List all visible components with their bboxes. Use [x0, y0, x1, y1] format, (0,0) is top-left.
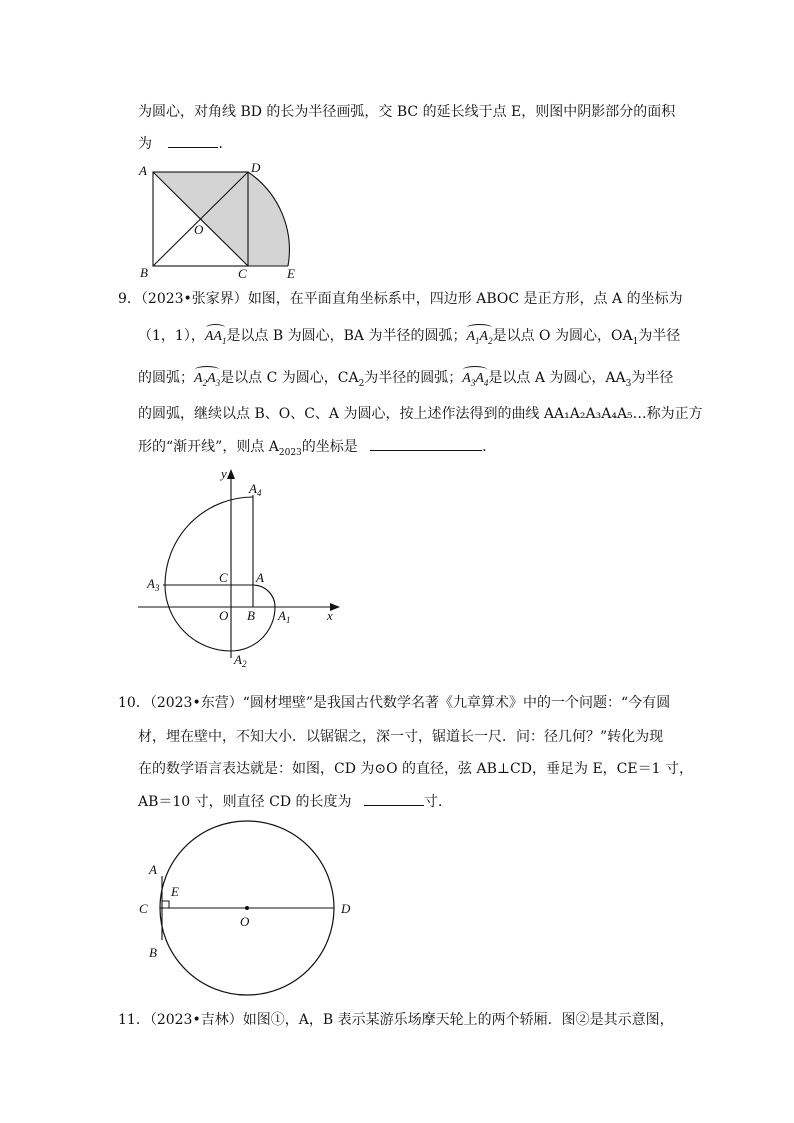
- q9-label-a: A: [256, 570, 264, 585]
- q10-label-d: D: [341, 901, 351, 916]
- q10-label-e: E: [171, 884, 179, 899]
- q9-line3-text1: 的圆弧；: [138, 370, 194, 386]
- q9-line2-sub: 1: [632, 336, 639, 347]
- q10-line4-prefix: AB＝10 寸，则直径 CD 的长度为: [138, 794, 352, 810]
- q9-arc-4: [165, 497, 253, 585]
- q9-line1-text: 如图，在平面直角坐标系中，四边形 ABOC 是正方形，点 A 的坐标为: [247, 291, 683, 307]
- q9-line3-text2: 是以点 C 为圆心，CA: [220, 370, 359, 386]
- q8-line2-suffix: ．: [218, 136, 233, 152]
- q11-line1-text: 如图①，A，B 表示某游乐场摩天轮上的两个轿厢．图②是其示意图，: [242, 1012, 674, 1028]
- q9-arc-a2a3: $A_2A_3$: [194, 371, 221, 388]
- q8-label-o: O: [194, 222, 204, 237]
- q10-line4-suffix: 寸．: [423, 794, 452, 810]
- q10-right-angle: [162, 901, 169, 908]
- q11-number: 11．: [118, 1012, 150, 1028]
- q8-label-a: A: [139, 163, 147, 178]
- q10-label-b: B: [149, 945, 157, 960]
- q8-label-d: D: [251, 160, 261, 175]
- q10-line4: [138, 791, 452, 812]
- q9-line1: [118, 289, 683, 309]
- q9-label-o: O: [219, 608, 229, 623]
- q8-label-c: C: [238, 266, 247, 281]
- q9-coord: （1，1），: [138, 328, 205, 344]
- q9-label-a1: $A_1$: [278, 608, 291, 625]
- q9-label-a4: $A_4$: [249, 481, 262, 498]
- q10-source: （2023•东营）: [149, 695, 243, 711]
- q9-line4: 的圆弧，继续以点 B、O、C、A 为圆心，按上述作法得到的曲线 AA₁A₂A₃A₄A₅…称为正方: [138, 406, 703, 422]
- q9-line2-text2: 是以点 O 为圆心，OA: [492, 328, 633, 344]
- q9-line2-text: 是以点 B 为圆心，BA 为半径的圆弧；: [226, 328, 467, 344]
- q8-figure: [130, 158, 310, 283]
- q10-label-o: O: [240, 914, 250, 929]
- q9-line2-text3: 为半径: [638, 328, 681, 344]
- q10-answer-blank[interactable]: [364, 791, 424, 806]
- q9-line5-prefix: 形的“渐开线”，则点 A: [138, 439, 279, 455]
- q9-line3: [138, 368, 673, 389]
- q8-answer-blank[interactable]: [168, 133, 218, 148]
- q9-figure: [135, 463, 345, 675]
- q9-line3-text3: 为半径的圆弧；: [364, 370, 463, 386]
- q9-label-c: C: [219, 570, 228, 585]
- q8-label-e: E: [287, 266, 295, 281]
- q11-source: （2023•吉林）: [149, 1012, 243, 1028]
- q9-arc-aa1: $AA_1$: [204, 329, 227, 346]
- q11-line1: [118, 1010, 674, 1030]
- q9-answer-blank[interactable]: [370, 436, 482, 451]
- q10-center-dot: [245, 906, 249, 910]
- q9-line5-end: ．: [482, 439, 497, 455]
- q10-line1: [118, 693, 670, 713]
- q9-line5-suffix: 的坐标是: [301, 439, 358, 455]
- q9-label-a3: $A_3$: [147, 576, 160, 593]
- q10-figure: [130, 810, 370, 1000]
- q9-source: （2023•张家界）: [140, 291, 248, 307]
- q8-line2: [138, 133, 232, 154]
- q9-arc-1: [253, 585, 275, 607]
- q9-label-x: x: [327, 608, 333, 623]
- q10-label-a: A: [149, 862, 157, 877]
- q9-line3-text4: 是以点 A 为圆心，AA: [488, 370, 626, 386]
- q10-number: 10．: [118, 695, 150, 711]
- q10-line1-text: “圆材埋壁”是我国古代数学名著《九章算术》中的一个问题：“今有圆: [242, 695, 671, 711]
- q9-arc-a1a2: $A_1A_2$: [466, 329, 493, 346]
- q9-number: 9．: [118, 291, 141, 307]
- q9-line3-sub2: 3: [625, 378, 632, 389]
- q9-line3-text5: 为半径: [631, 370, 674, 386]
- q8-line1: 为圆心，对角线 BD 的长为半径画弧，交 BC 的延长线于点 E，则图中阴影部分的面积: [138, 104, 676, 120]
- q9-label-b: B: [247, 608, 255, 623]
- q8-shade-sector: [248, 172, 289, 266]
- q10-label-c: C: [139, 901, 148, 916]
- q8-line2-prefix: 为: [138, 136, 152, 152]
- q10-line2: 材，埋在壁中，不知大小．以锯锯之，深一寸，锯道长一尺．问：径几何？”转化为现: [138, 729, 664, 745]
- q9-line2: [138, 326, 680, 347]
- q9-y-arrow: [227, 469, 235, 479]
- q9-arc-a3a4: $A_3A_4$: [462, 371, 489, 388]
- q9-label-y: y: [221, 466, 227, 481]
- q8-label-b: B: [140, 265, 148, 280]
- q9-line5-sub: 2023: [278, 447, 302, 458]
- q9-label-a2: $A_2$: [234, 652, 247, 669]
- q10-line3: 在的数学语言表达就是：如图，CD 为⊙O 的直径，弦 AB⊥CD，垂足为 E，CE＝1 寸，: [138, 761, 693, 777]
- q9-line5: [138, 436, 496, 457]
- q9-line3-sub: 2: [358, 378, 365, 389]
